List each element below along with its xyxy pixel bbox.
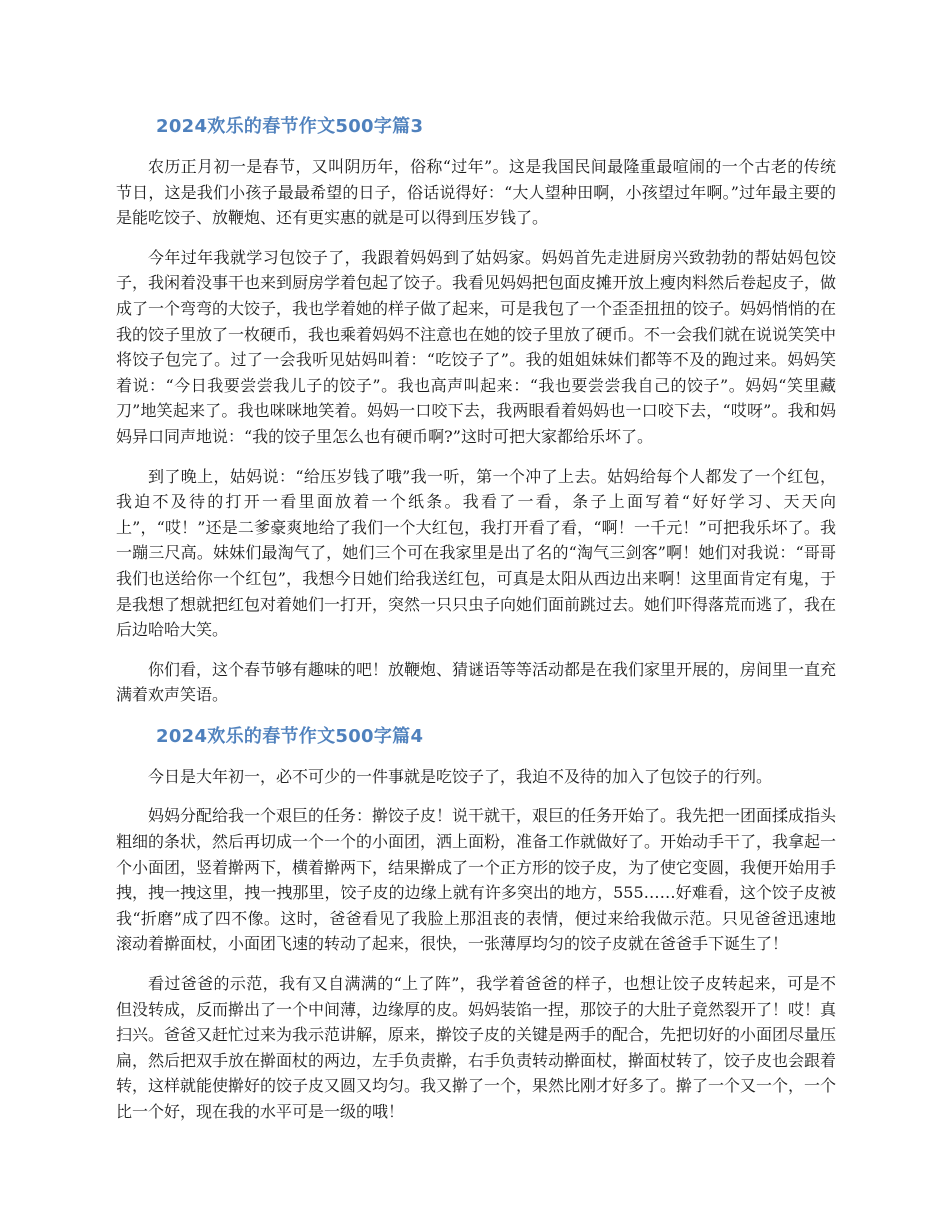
section-title: 2024欢乐的春节作文500字篇4	[156, 725, 424, 747]
paragraph: 农历正月初一是春节，又叫阴历年，俗称“过年”。这是我国民间最隆重最喧闹的一个古老的传统节日，这是我们小孩子最最希望的日子，俗话说得好：“大人望种田啊，小孩望过年啊。”过年最主要的是能吃饺子、放鞭炮、还有更实惠的就是可以得到压岁钱了。	[116, 157, 836, 228]
essay-section-3	[116, 112, 836, 708]
section-title: 2024欢乐的春节作文500字篇3	[156, 116, 424, 137]
paragraph: 妈妈分配给我一个艰巨的任务：擀饺子皮！说干就干，艰巨的任务开始了。我先把一团面揉成指头粗细的条状，然后再切成一个一个的小面团，洒上面粉，准备工作就做好了。开始动手干了，我拿起一个小面团，竖着擀两下，横着擀两下，结果擀成了一个正方形的饺子皮，为了使它变圆，我便开始用手拽，拽一拽这里，拽一拽那里，饺子皮的边缘上就有许多突出的地方，555……好难看，这个饺子皮被我“折磨”成了四不像。这时，爸爸看见了我脸上那沮丧的表情，便过来给我做示范。只见爸爸迅速地滚动着擀面杖，小面团飞速的转动了起来，很快，一张薄厚均匀的饺子皮就在爸爸手下诞生了！	[116, 806, 837, 954]
paragraph: 你们看，这个春节够有趣味的吧！放鞭炮、猜谜语等等活动都是在我们家里开展的，房间里一直充满着欢声笑语。	[116, 659, 837, 705]
essay-section-4	[116, 722, 836, 1125]
paragraph: 今年过年我就学习包饺子了，我跟着妈妈到了姑妈家。妈妈首先走进厨房兴致勃勃的帮姑妈包饺子，我闲着没事干也来到厨房学着包起了饺子。我看见妈妈把包面皮摊开放上瘦肉料然后卷起皮子，做成了一个弯弯的大饺子，我也学着她的样子做了起来，可是我包了一个歪歪扭扭的饺子。妈妈悄悄的在我的饺子里放了一枚硬币，我也乘着妈妈不注意也在她的饺子里放了硬币。不一会我们就在说说笑笑中将饺子包完了。过了一会我听见姑妈叫着：“吃饺子了”。我的姐姐妹妹们都等不及的跑过来。妈妈笑着说：“今日我要尝尝我儿子的饺子”。我也高声叫起来：“我也要尝尝我自己的饺子”。妈妈“笑里藏刀”地笑起来了。我也咪咪地笑着。妈妈一口咬下去，我两眼看着妈妈也一口咬下去，“哎呀”。我和妈妈异口同声地说：“我的饺子里怎么也有硬币啊?”这时可把大家都给乐坏了。	[116, 247, 837, 446]
paragraph: 到了晚上，姑妈说：“给压岁钱了哦”我一听，第一个冲了上去。姑妈给每个人都发了一个红包，我迫不及待的打开一看里面放着一个纸条。我看了一看，条子上面写着“好好学习、天天向上”，“哎！”还是二爹豪爽地给了我们一个大红包，我打开看了看，“啊！一千元！”可把我乐坏了。我一蹦三尺高。妹妹们最淘气了，她们三个可在我家里是出了名的“淘气三剑客”啊！她们对我说：“哥哥我们也送给你一个红包”，我想今日她们给我送红包，可真是太阳从西边出来啊！这里面肯定有鬼，于是我想了想就把红包对着她们一打开，突然一只只虫子向她们面前跳过去。她们吓得落荒而逃了，我在后边哈哈大笑。	[116, 466, 837, 640]
paragraph: 看过爸爸的示范，我有又自满满的“上了阵”，我学着爸爸的样子，也想让饺子皮转起来，可是不但没转成，反而擀出了一个中间薄，边缘厚的皮。妈妈装馅一捏，那饺子的大肚子竟然裂开了！哎！真扫兴。爸爸又赶忙过来为我示范讲解，原来，擀饺子皮的关键是两手的配合，先把切好的小面团尽量压扁，然后把双手放在擀面杖的两边，左手负责擀，右手负责转动擀面杖，擀面杖转了，饺子皮也会跟着转，这样就能使擀好的饺子皮又圆又均匀。我又擀了一个，果然比刚才好多了。擀了一个又一个，一个比一个好，现在我的水平可是一级的哦！	[116, 974, 837, 1121]
paragraph: 今日是大年初一，必不可少的一件事就是吃饺子了，我迫不及待的加入了包饺子的行列。	[148, 766, 773, 786]
document-page	[116, 112, 836, 1139]
